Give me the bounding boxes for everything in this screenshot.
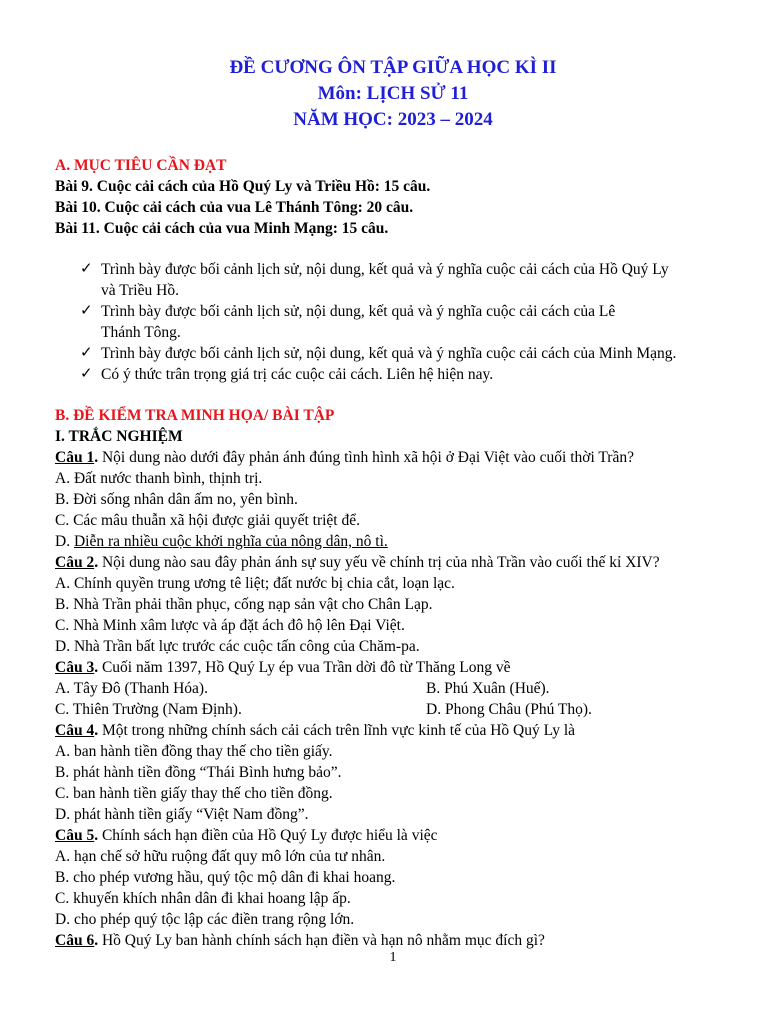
q4-option-a: A. ban hành tiền đồng thay thế cho tiền giấy. bbox=[55, 743, 333, 760]
q2-option-b: B. Nhà Trần phải thần phục, cống nạp sản vật cho Chân Lạp. bbox=[55, 596, 433, 613]
title-line-3: NĂM HỌC: 2023 – 2024 bbox=[293, 109, 493, 130]
checkmark-icon: ✓ bbox=[80, 345, 93, 361]
q1-option-c: C. Các mâu thuẫn xã hội được giải quyết triệt để. bbox=[55, 512, 360, 529]
objective-2-line-1: Trình bày được bối cảnh lịch sử, nội dung, kết quả và ý nghĩa cuộc cải cách của Lê bbox=[101, 303, 616, 320]
lesson-10: Bài 10. Cuộc cải cách của vua Lê Thánh Tông: 20 câu. bbox=[55, 199, 414, 216]
objective-4: Có ý thức trân trọng giá trị các cuộc cải cách. Liên hệ hiện nay. bbox=[101, 366, 494, 383]
question-5: Câu 5. Chính sách hạn điền của Hồ Quý Ly được hiểu là việc bbox=[55, 827, 438, 844]
question-1: Câu 1. Nội dung nào dưới đây phản ánh đúng tình hình xã hội ở Đại Việt vào cuối thời Trần? bbox=[55, 449, 634, 466]
q3-option-c: C. Thiên Trường (Nam Định). bbox=[55, 701, 242, 718]
q1-option-b: B. Đời sống nhân dân ấm no, yên bình. bbox=[55, 491, 298, 508]
q5-option-d: D. cho phép quý tộc lập các điền trang rộng lớn. bbox=[55, 911, 355, 928]
checkmark-icon: ✓ bbox=[80, 303, 93, 319]
section-a-heading: A. MỤC TIÊU CẦN ĐẠT bbox=[55, 157, 227, 174]
q5-option-b: B. cho phép vương hầu, quý tộc mộ dân đi khai hoang. bbox=[55, 869, 396, 886]
q4-option-b: B. phát hành tiền đồng “Thái Bình hưng bảo”. bbox=[55, 764, 342, 781]
question-label: Câu 4 bbox=[55, 722, 95, 739]
objective-1-line-1: Trình bày được bối cảnh lịch sử, nội dung, kết quả và ý nghĩa cuộc cải cách của Hồ Quý Ly bbox=[101, 261, 669, 278]
objective-3: Trình bày được bối cảnh lịch sử, nội dung, kết quả và ý nghĩa cuộc cải cách của Minh Mạng. bbox=[101, 345, 677, 362]
q4-option-c: C. ban hành tiền giấy thay thế cho tiền đồng. bbox=[55, 785, 333, 802]
question-2: Câu 2. Nội dung nào sau đây phản ánh sự suy yếu về chính trị của nhà Trần vào cuối thế kỉ XIV? bbox=[55, 554, 660, 571]
section-b-heading: B. ĐỀ KIỂM TRA MINH HỌA/ BÀI TẬP bbox=[55, 407, 335, 424]
q2-option-d: D. Nhà Trần bất lực trước các cuộc tấn công của Chăm-pa. bbox=[55, 638, 420, 655]
question-label: Câu 3 bbox=[55, 659, 95, 676]
q2-option-a: A. Chính quyền trung ương tê liệt; đất nước bị chia cắt, loạn lạc. bbox=[55, 575, 455, 592]
checkmark-icon: ✓ bbox=[80, 261, 93, 277]
title-line-2: Môn: LỊCH SỬ 11 bbox=[317, 83, 469, 104]
question-text: Hồ Quý Ly ban hành chính sách hạn điền và hạn nô nhằm mục đích gì? bbox=[98, 932, 545, 949]
q3-option-d: D. Phong Châu (Phú Thọ). bbox=[426, 701, 592, 718]
lesson-9: Bài 9. Cuộc cải cách của Hồ Quý Ly và Triều Hồ: 15 câu. bbox=[55, 178, 431, 195]
question-text: Nội dung nào dưới đây phản ánh đúng tình hình xã hội ở Đại Việt vào cuối thời Trần? bbox=[98, 449, 634, 466]
question-text: Chính sách hạn điền của Hồ Quý Ly được hiểu là việc bbox=[98, 827, 438, 844]
question-text: Nội dung nào sau đây phản ánh sự suy yếu về chính trị của nhà Trần vào cuối thế kỉ XIV? bbox=[98, 554, 660, 571]
objective-1-line-2: và Triều Hồ. bbox=[101, 282, 179, 299]
title-line-1: ĐỀ CƯƠNG ÔN TẬP GIỮA HỌC KÌ II bbox=[229, 57, 557, 78]
q1-option-a: A. Đất nước thanh bình, thịnh trị. bbox=[55, 470, 263, 487]
question-6: Câu 6. Hồ Quý Ly ban hành chính sách hạn điền và hạn nô nhằm mục đích gì? bbox=[55, 932, 545, 949]
q1-option-d: D. Diễn ra nhiều cuộc khởi nghĩa của nông dân, nô tì. bbox=[55, 533, 388, 550]
question-label: Câu 1 bbox=[55, 449, 95, 466]
question-text: Cuối năm 1397, Hồ Quý Ly ép vua Trần dời đô từ Thăng Long về bbox=[98, 659, 511, 676]
document-title bbox=[0, 55, 768, 133]
question-text: Một trong những chính sách cải cách trên lĩnh vực kinh tế của Hồ Quý Ly là bbox=[98, 722, 576, 739]
q5-option-c: C. khuyến khích nhân dân đi khai hoang lập ấp. bbox=[55, 890, 351, 907]
q2-option-c: C. Nhà Minh xâm lược và áp đặt ách đô hộ lên Đại Việt. bbox=[55, 617, 405, 634]
q3-option-a: A. Tây Đô (Thanh Hóa). bbox=[55, 680, 208, 697]
question-4: Câu 4. Một trong những chính sách cải cách trên lĩnh vực kinh tế của Hồ Quý Ly là bbox=[55, 722, 576, 739]
question-label: Câu 2 bbox=[55, 554, 95, 571]
page-number: 1 bbox=[389, 950, 397, 965]
question-label: Câu 5 bbox=[55, 827, 95, 844]
q1-option-d-text: Diễn ra nhiều cuộc khởi nghĩa của nông dân, nô tì. bbox=[73, 533, 388, 550]
q3-option-b: B. Phú Xuân (Huế). bbox=[426, 680, 550, 697]
question-3: Câu 3. Cuối năm 1397, Hồ Quý Ly ép vua Trần dời đô từ Thăng Long về bbox=[55, 659, 511, 676]
lesson-11: Bài 11. Cuộc cải cách của vua Minh Mạng: 15 câu. bbox=[55, 220, 389, 237]
question-label: Câu 6 bbox=[55, 932, 95, 949]
q5-option-a: A. hạn chế sở hữu ruộng đất quy mô lớn của tư nhân. bbox=[55, 848, 386, 865]
checkmark-icon: ✓ bbox=[80, 366, 93, 382]
objective-2-line-2: Thánh Tông. bbox=[101, 324, 181, 341]
q4-option-d: D. phát hành tiền giấy “Việt Nam đồng”. bbox=[55, 806, 309, 823]
part-1-heading: I. TRẮC NGHIỆM bbox=[55, 428, 183, 445]
